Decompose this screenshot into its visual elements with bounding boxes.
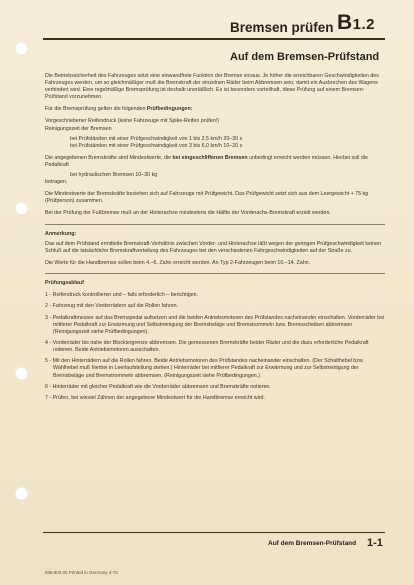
section-code-number: 1.2	[352, 16, 376, 33]
page-number: 1-1	[367, 537, 383, 549]
intro-paragraph: Die Betriebssicherheit des Fahrzeuges setzt eine einwandfreie Funktion der Bremse voraus. Je höher die erreichbaren Geschwindigkeiten des Fahrzeuges werden, um so gleichmäßiger muß die Bremskraft der einzelnen Räder beim Abbremsen sein, damit ein Ausbrechen des Wagens verhindert wird. Eine regelmäßige Bremsprüfung ist deshalb unerläßlich. Es ist besonders vorteilhaft, diese Prüfung auf einem Bremsen-Prüfstand vorzunehmen.	[45, 73, 379, 101]
conditions-intro: Für die Bremsprüfung gelten die folgenden Prüfbedingungen:	[45, 106, 193, 113]
divider	[45, 273, 385, 274]
punch-hole	[15, 202, 28, 215]
note-heading: Anmerkung:	[45, 230, 77, 237]
procedure-step: 3 - Pedalkraftmesser auf das Bremspedal aufsetzen und die beiden Antriebsmotoren des Prüfstandes nacheinander einschalten. Vorderräder bei mittlerer Pedalkraft zur Erwärmung und Selbstreinigung der Bremsbeläge und Bremstrommeln bzw. Bremsscheiben abbremsen (Reinigungszeit siehe Prüfbedingungen).	[45, 314, 385, 335]
cleaning-time-1: bei Prüfständen mit einer Prüfgeschwindigkeit von 1 bis 2,5 km/h 20–30 s	[70, 135, 243, 142]
procedure-step: 5 - Mit den Hinterrädern auf die Rollen fahren. Beide Antriebsmotoren des Prüfstandes nacheinander einschalten. (Der Schalthebel bzw. Wählhebel muß hierbei in Leerlaufstellung stehen.) Hinterräder bei mittlerer Pedalkraft zur Erwärmung und zur Selbstreinigung der Bremsbeläge und Bremstrommeln abbremsen. (Reinigungszeit siehe Prüfbedingungen.)	[45, 358, 364, 379]
procedure-heading: Prüfungsablauf	[45, 279, 84, 286]
footer-rule	[43, 532, 385, 533]
cleaning-time-2: bei Prüfständen mit einer Prüfgeschwindigkeit von 3 bis 6,0 km/h 10–20 s	[70, 142, 243, 149]
punch-hole	[15, 367, 28, 380]
procedure-step: 1 - Reifendruck kontrollieren und – falls erforderlich – berichtigen.	[45, 291, 199, 298]
procedure-step: 7 - Prüfen, bei wieviel Zähnen der angegebene Mindestwert für die Handbremse erreicht wird.	[45, 395, 265, 402]
fussbremse-paragraph: Bei der Prüfung der Fußbremse muß an der Hinterachse mindestens die Hälfte der Vorderachs-Bremskraft erzielt werden.	[45, 210, 331, 217]
procedure-step: 6 - Hinterräder mit gleicher Pedalkraft wie die Vorderräder abbremsen und Bremskräfte notieren.	[45, 383, 271, 390]
condition-tire-pressure: Vorgeschriebener Reifendruck (keine Fahrzeuge mit Spike-Reifen prüfen!)	[45, 118, 220, 125]
pedal-suffix: betragen.	[45, 179, 68, 186]
pedal-force: bei hydraulischen Bremsen 10–30 kg	[70, 172, 158, 179]
divider	[45, 224, 385, 225]
print-info: 939.903.00 Printed in Germany 4-70	[45, 570, 118, 575]
condition-cleaning-time: Reinigungszeit der Bremsen	[45, 125, 112, 132]
section-code-letter: B	[337, 11, 353, 34]
procedure-step: 4 - Vorderräder bis nahe der Blockiergrenze abbremsen. Die gemessenen Bremskräfte beider Räder und die dazu erforderliche Pedalkraft notieren. Beide Antriebsmotoren ausschalten.	[45, 340, 369, 354]
section-title: Auf dem Bremsen-Prüfstand	[230, 51, 380, 63]
procedure-list	[45, 292, 385, 402]
header-rule	[43, 38, 385, 40]
body-text	[45, 73, 385, 406]
footer-title: Auf dem Bremsen-Prüfstand	[268, 540, 357, 547]
punch-hole	[15, 42, 28, 55]
min-values-paragraph: Die angegebenen Bremskräfte sind Mindestwerte, die bei eingeschliffenen Bremsen unbedingt erreicht werden müssen. Hierbei soll die Pedalkraft	[45, 154, 368, 168]
note-paragraph: Das auf dem Prüfstand ermittelte Bremskraft-Verhältnis zwischen Vorder- und Hinterachse läßt wegen der geringen Prüfgeschwindigkeit keinen Schluß auf die tatsächliche Bremskraftverteilung des Fahrzeuges bei den verschiedenen Fahrgeschwindigkeiten auf der Straße zu.	[45, 240, 381, 254]
mindestwerte-paragraph: Die Mindestwerte der Bremskräfte beziehen sich auf Fahrzeuge mit Prüfgewicht. Das Prüfgewicht setzt sich aus dem Leergewicht + 75 kg (Prüfperson) zusammen.	[45, 191, 369, 205]
procedure-step: 2 - Fahrzeug mit den Vorderrädern auf die Rollen fahren.	[45, 303, 179, 310]
header-title: Bremsen prüfen	[230, 20, 334, 35]
section-code	[337, 11, 375, 35]
handbremse-paragraph: Die Werte für die Handbremse sollen beim 4.–6. Zahn erreicht werden. An Typ 2-Fahrzeugen beim 10.–14. Zahn.	[45, 259, 311, 266]
punch-hole	[15, 487, 28, 500]
